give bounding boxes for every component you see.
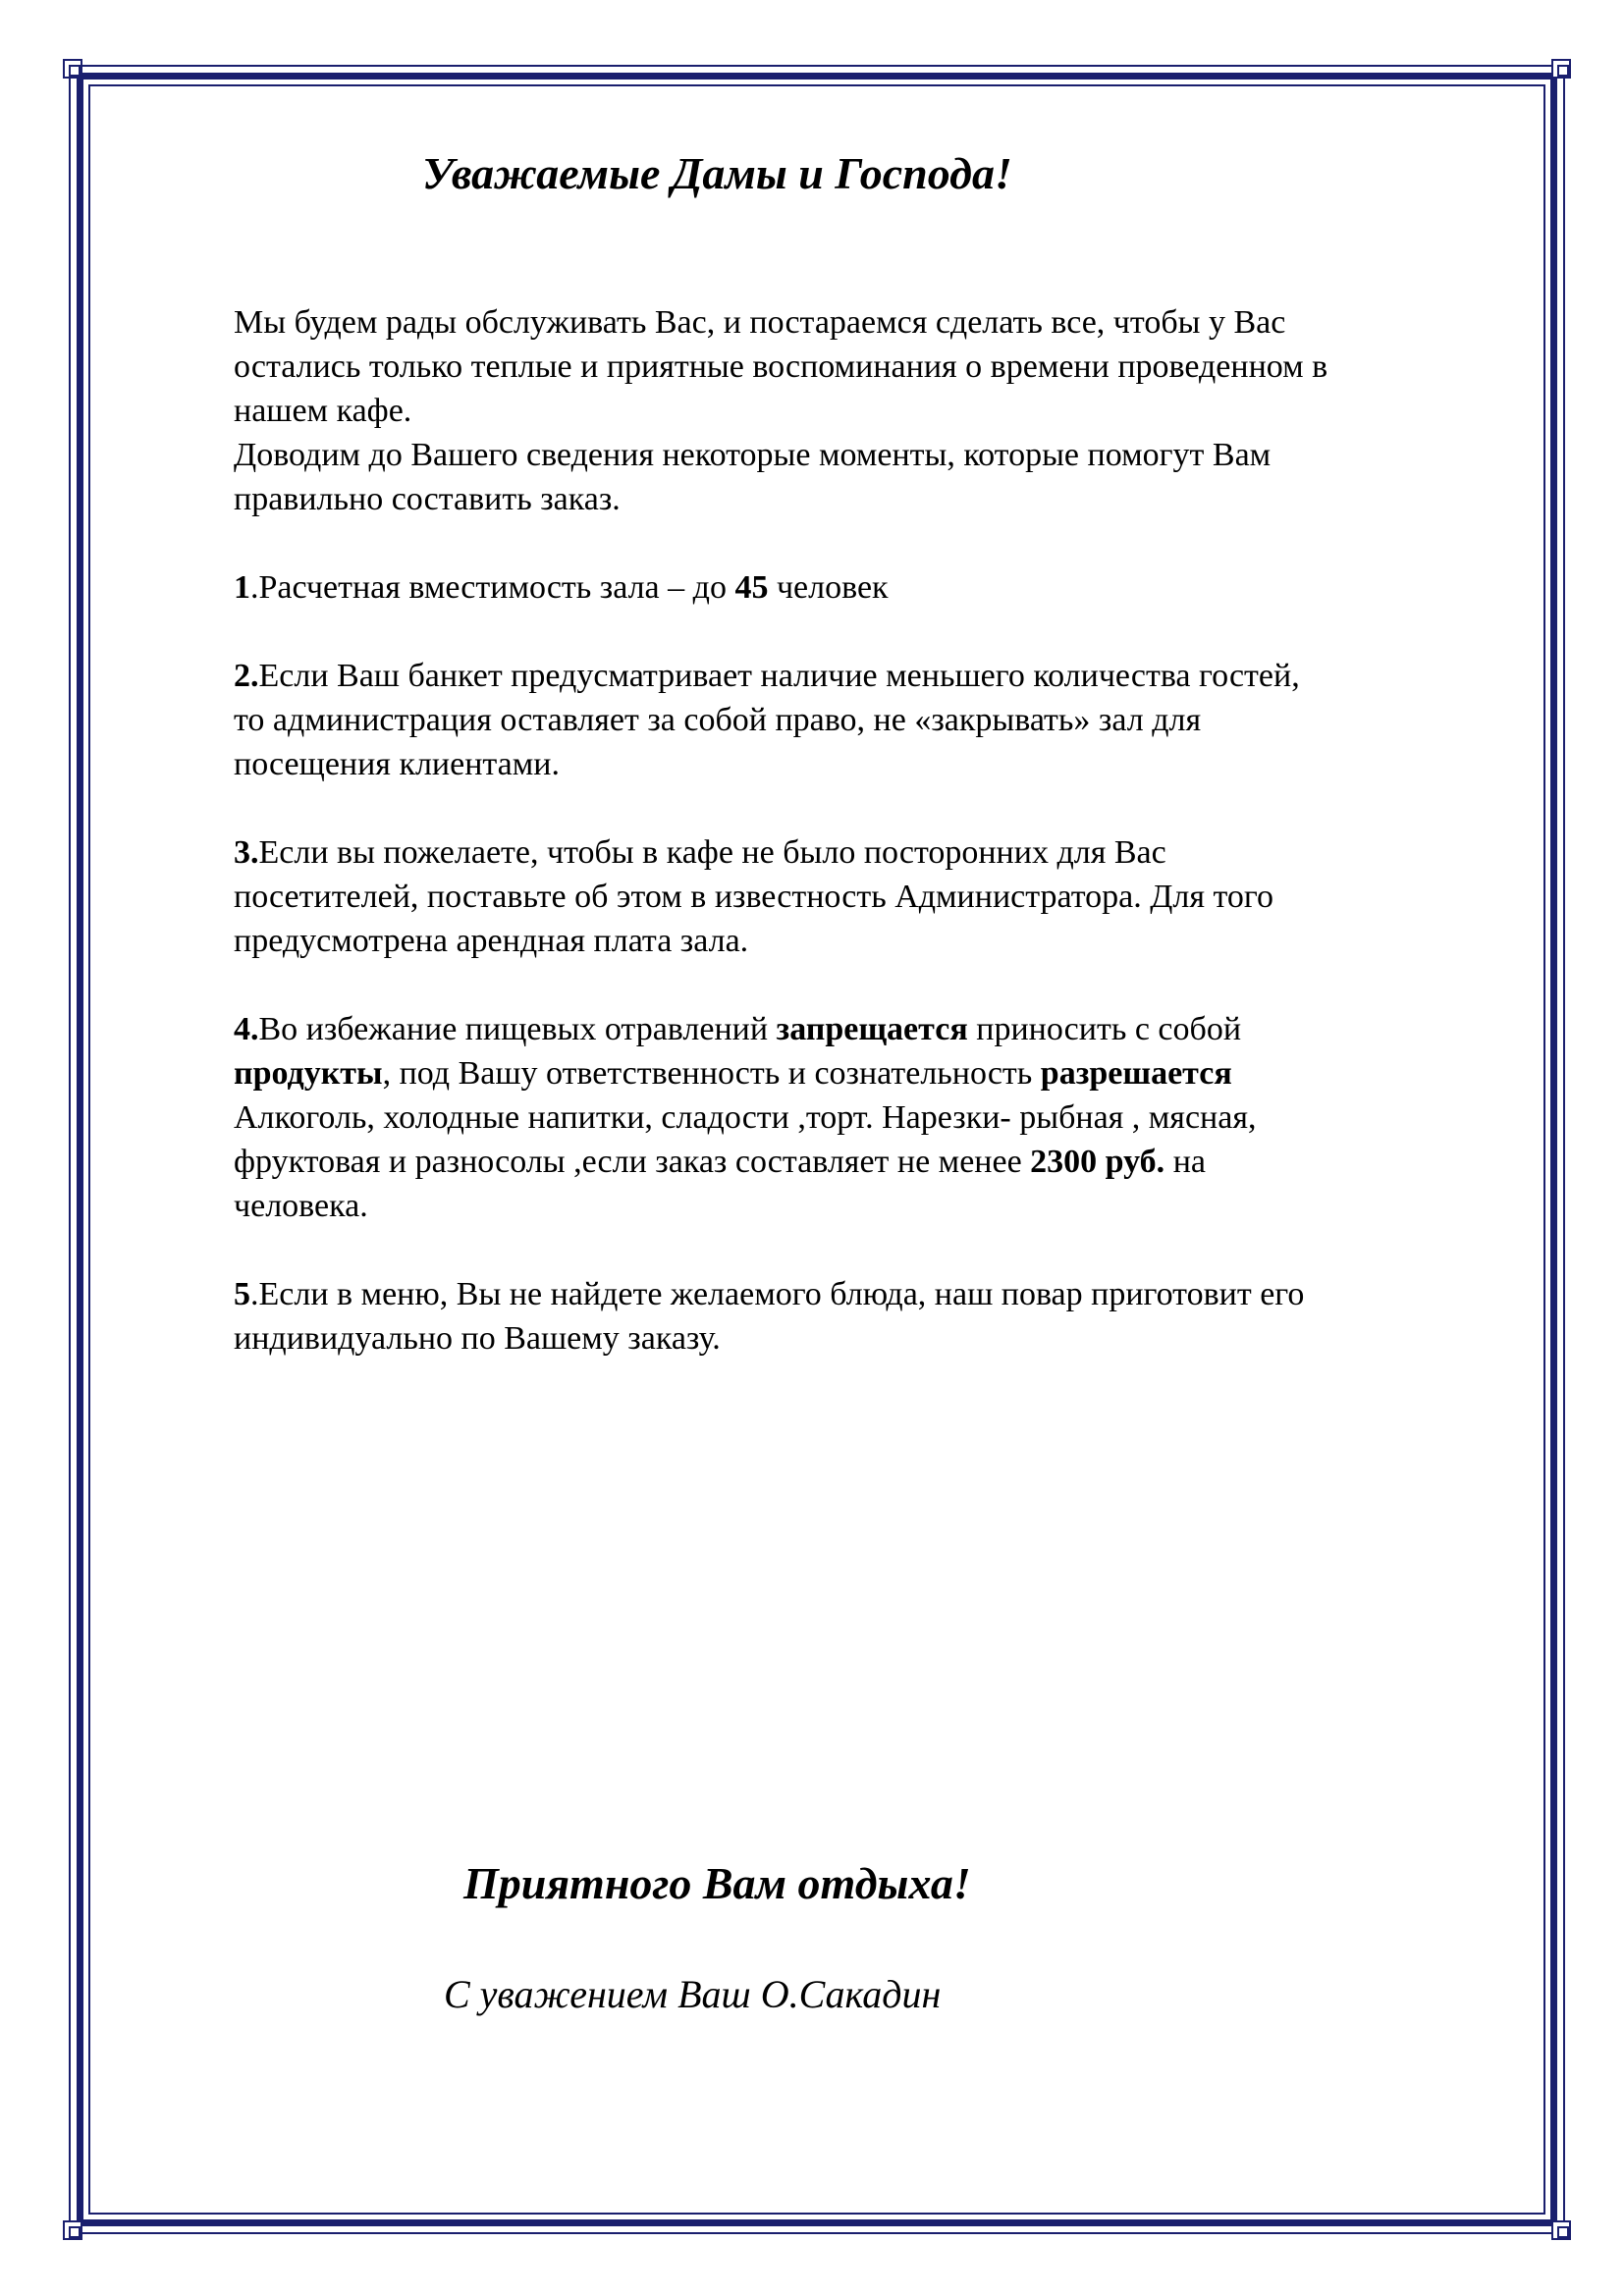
item-text: .Расчетная вместимость зала – до	[250, 569, 735, 606]
corner-ornament-top-left	[63, 59, 82, 79]
rule-item-2	[234, 654, 1530, 786]
item-text: то администрация оставляет за собой право, не «закрывать» зал для	[234, 702, 1202, 738]
item-text: на	[1164, 1144, 1206, 1180]
rule-item-3	[234, 830, 1530, 963]
item-number: 5	[234, 1276, 250, 1312]
item-text: Если Ваш банкет предусматривает наличие меньшего количества гостей,	[258, 658, 1300, 694]
item-text: Алкоголь, холодные напитки, сладости ,торт. Нарезки- рыбная , мясная,	[234, 1099, 1257, 1136]
emphasis-text: разрешается	[1040, 1055, 1232, 1092]
corner-ornament-bottom-left	[63, 2220, 82, 2240]
item-text: индивидуально по Вашему заказу.	[234, 1320, 721, 1357]
item-text: , под Вашу ответственность и сознательность	[382, 1055, 1041, 1092]
item-number: 3.	[234, 834, 259, 871]
closing-wish: Приятного Вам отдыха!	[463, 1858, 971, 1908]
document-body	[234, 300, 1530, 1361]
signature: С уважением Ваш О.Сакадин	[444, 1972, 942, 2016]
item-text: .Если в меню, Вы не найдете желаемого блюда, наш повар приготовит его	[250, 1276, 1305, 1312]
item-number: 4.	[234, 1011, 259, 1047]
item-text: приносить с собой	[967, 1011, 1242, 1047]
item-text: посещения клиентами.	[234, 746, 560, 782]
rule-item-1	[234, 565, 1530, 610]
page-title: Уважаемые Дамы и Господа!	[422, 148, 1012, 198]
item-number: 2.	[234, 658, 259, 694]
capacity-value: 45	[734, 569, 769, 606]
intro-line: Доводим до Вашего сведения некоторые моменты, которые помогут Вам	[234, 437, 1272, 473]
corner-ornament-bottom-right	[1551, 2220, 1571, 2240]
corner-ornament-top-right	[1551, 59, 1571, 79]
intro-paragraph	[234, 300, 1530, 521]
emphasis-text: продукты	[234, 1055, 383, 1092]
rule-item-5	[234, 1272, 1530, 1361]
item-text: посетителей, поставьте об этом в известность Администратора. Для того	[234, 879, 1274, 915]
item-text: Если вы пожелаете, чтобы в кафе не было посторонних для Вас	[258, 834, 1166, 871]
item-text: человек	[768, 569, 889, 606]
item-text: человека.	[234, 1188, 368, 1224]
item-text: фруктовая и разносолы ,если заказ составляет не менее	[234, 1144, 1031, 1180]
intro-line: нашем кафе.	[234, 393, 412, 429]
emphasis-text: запрещается	[776, 1011, 968, 1047]
rule-item-4	[234, 1007, 1530, 1228]
intro-line: остались только теплые и приятные воспоминания о времени проведенном в	[234, 348, 1328, 385]
min-order-value: 2300 руб.	[1030, 1144, 1165, 1180]
item-number: 1	[234, 569, 250, 606]
item-text: предусмотрена арендная плата зала.	[234, 923, 749, 959]
intro-line: правильно составить заказ.	[234, 481, 621, 517]
item-text: Во избежание пищевых отравлений	[258, 1011, 777, 1047]
intro-line: Мы будем рады обслуживать Вас, и постараемся сделать все, чтобы у Вас	[234, 304, 1286, 341]
